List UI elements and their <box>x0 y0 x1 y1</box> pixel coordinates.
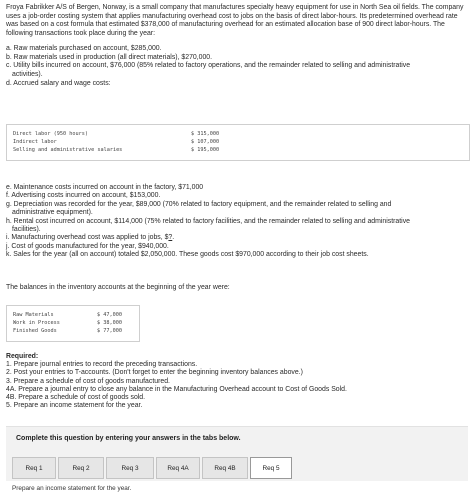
transaction-b: b. Raw materials used in production (all direct materials), $270,000. <box>6 53 213 61</box>
required-section <box>6 353 347 410</box>
wages-table <box>6 124 470 161</box>
required-item: 1. Prepare journal entries to record the preceding transactions. <box>6 361 198 369</box>
tab-req-5[interactable]: Req 5 <box>250 457 292 479</box>
transaction-c-continuation: activities). <box>12 70 43 78</box>
tab-req-4b[interactable]: Req 4B <box>202 457 248 479</box>
transaction-f: f. Advertising costs incurred on account, $153,000. <box>6 192 161 200</box>
answer-tabs-panel <box>6 426 468 496</box>
required-heading: Required: <box>6 353 39 360</box>
transaction-d: d. Accrued salary and wage costs: <box>6 79 111 87</box>
required-item: 5. Prepare an income statement for the year. <box>6 402 143 410</box>
transaction-i-text: i. Manufacturing overhead cost was applied to jobs, $ <box>6 234 169 242</box>
required-item: 2. Post your entries to T-accounts. (Don't forget to enter the beginning inventory balances above.) <box>6 369 303 377</box>
problem-page <box>6 4 468 492</box>
transaction-h-continuation: facilities). <box>12 226 41 234</box>
required-item: 4A. Prepare a journal entry to close any balance in the Manufacturing Overhead account to Cost of Goods Sold. <box>6 385 347 393</box>
required-item: 3. Prepare a schedule of cost of goods manufactured. <box>6 377 170 385</box>
tab-req-4a[interactable]: Req 4A <box>156 457 200 479</box>
transactions-list-a <box>6 45 468 89</box>
tab-req-3[interactable]: Req 3 <box>106 457 154 479</box>
transaction-e: e. Maintenance costs incurred on account in the factory, $71,000 <box>6 184 204 191</box>
answer-blank: ? <box>168 234 173 242</box>
wages-row-label: Indirect labor <box>13 139 57 145</box>
transactions-list-e <box>6 184 468 260</box>
inventory-row-amount: $ 38,000 <box>97 320 122 326</box>
inventory-table <box>6 305 140 342</box>
wages-row-amount: $ 315,000 <box>191 131 220 137</box>
inventory-row-label: Raw Materials <box>13 312 54 318</box>
inventory-row-label: Work in Process <box>13 320 60 326</box>
tab-req-1[interactable]: Req 1 <box>12 457 56 479</box>
wages-row-amount: $ 195,000 <box>191 147 220 153</box>
transaction-a: a. Raw materials purchased on account, $285,000. <box>6 44 162 52</box>
wages-row-label: Direct labor (950 hours) <box>13 131 88 137</box>
transaction-c: c. Utility bills incurred on account, $76,000 (85% related to factory operations, and the remainder related to selling and administrative <box>6 62 411 70</box>
tab-req-2[interactable]: Req 2 <box>58 457 104 479</box>
inventory-row-label: Finished Goods <box>13 328 57 334</box>
tabs-instruction: Complete this question by entering your answers in the tabs below. <box>16 435 241 442</box>
wages-row-label: Selling and administrative salaries <box>13 147 123 153</box>
wages-row-amount: $ 107,000 <box>191 139 220 145</box>
inventory-row-amount: $ 77,000 <box>97 328 122 334</box>
transaction-j: j. Cost of goods manufactured for the year, $940,000. <box>6 242 169 250</box>
inventory-row-amount: $ 47,000 <box>97 312 122 318</box>
required-item: 4B. Prepare a schedule of cost of goods sold. <box>6 394 146 402</box>
transaction-g: g. Depreciation was recorded for the year, $89,000 (70% related to factory equipment, and the remainder related to selling and <box>6 200 392 208</box>
transaction-i <box>6 234 468 242</box>
transaction-h: h. Rental cost incurred on account, $114,000 (75% related to factory facilities, and the remainder related to selling and administrative <box>6 217 410 225</box>
intro-paragraph: Froya Fabrikker A/S of Bergen, Norway, is a small company that manufactures specialty heavy equipment for use in North Sea oil fields. The company uses a job-order costing system that applies manufacturing overhead cost to jobs on the basis of direct labor-hours. Its predetermined overhead rate was based on a cost formula that estimated $378,000 of manufacturing overhead for an estimated allocation base of 900 direct labor-hours. The following transactions took place during the year: <box>6 4 464 38</box>
balances-intro: The balances in the inventory accounts at the beginning of the year were: <box>6 284 230 291</box>
tab-prompt: Prepare an income statement for the year. <box>6 481 468 496</box>
transaction-k: k. Sales for the year (all on account) totaled $2,050,000. These goods cost $970,000 according to their job cost sheets. <box>6 251 369 259</box>
transaction-g-continuation: administrative equipment). <box>12 209 93 217</box>
transaction-i-end: . <box>172 234 175 242</box>
